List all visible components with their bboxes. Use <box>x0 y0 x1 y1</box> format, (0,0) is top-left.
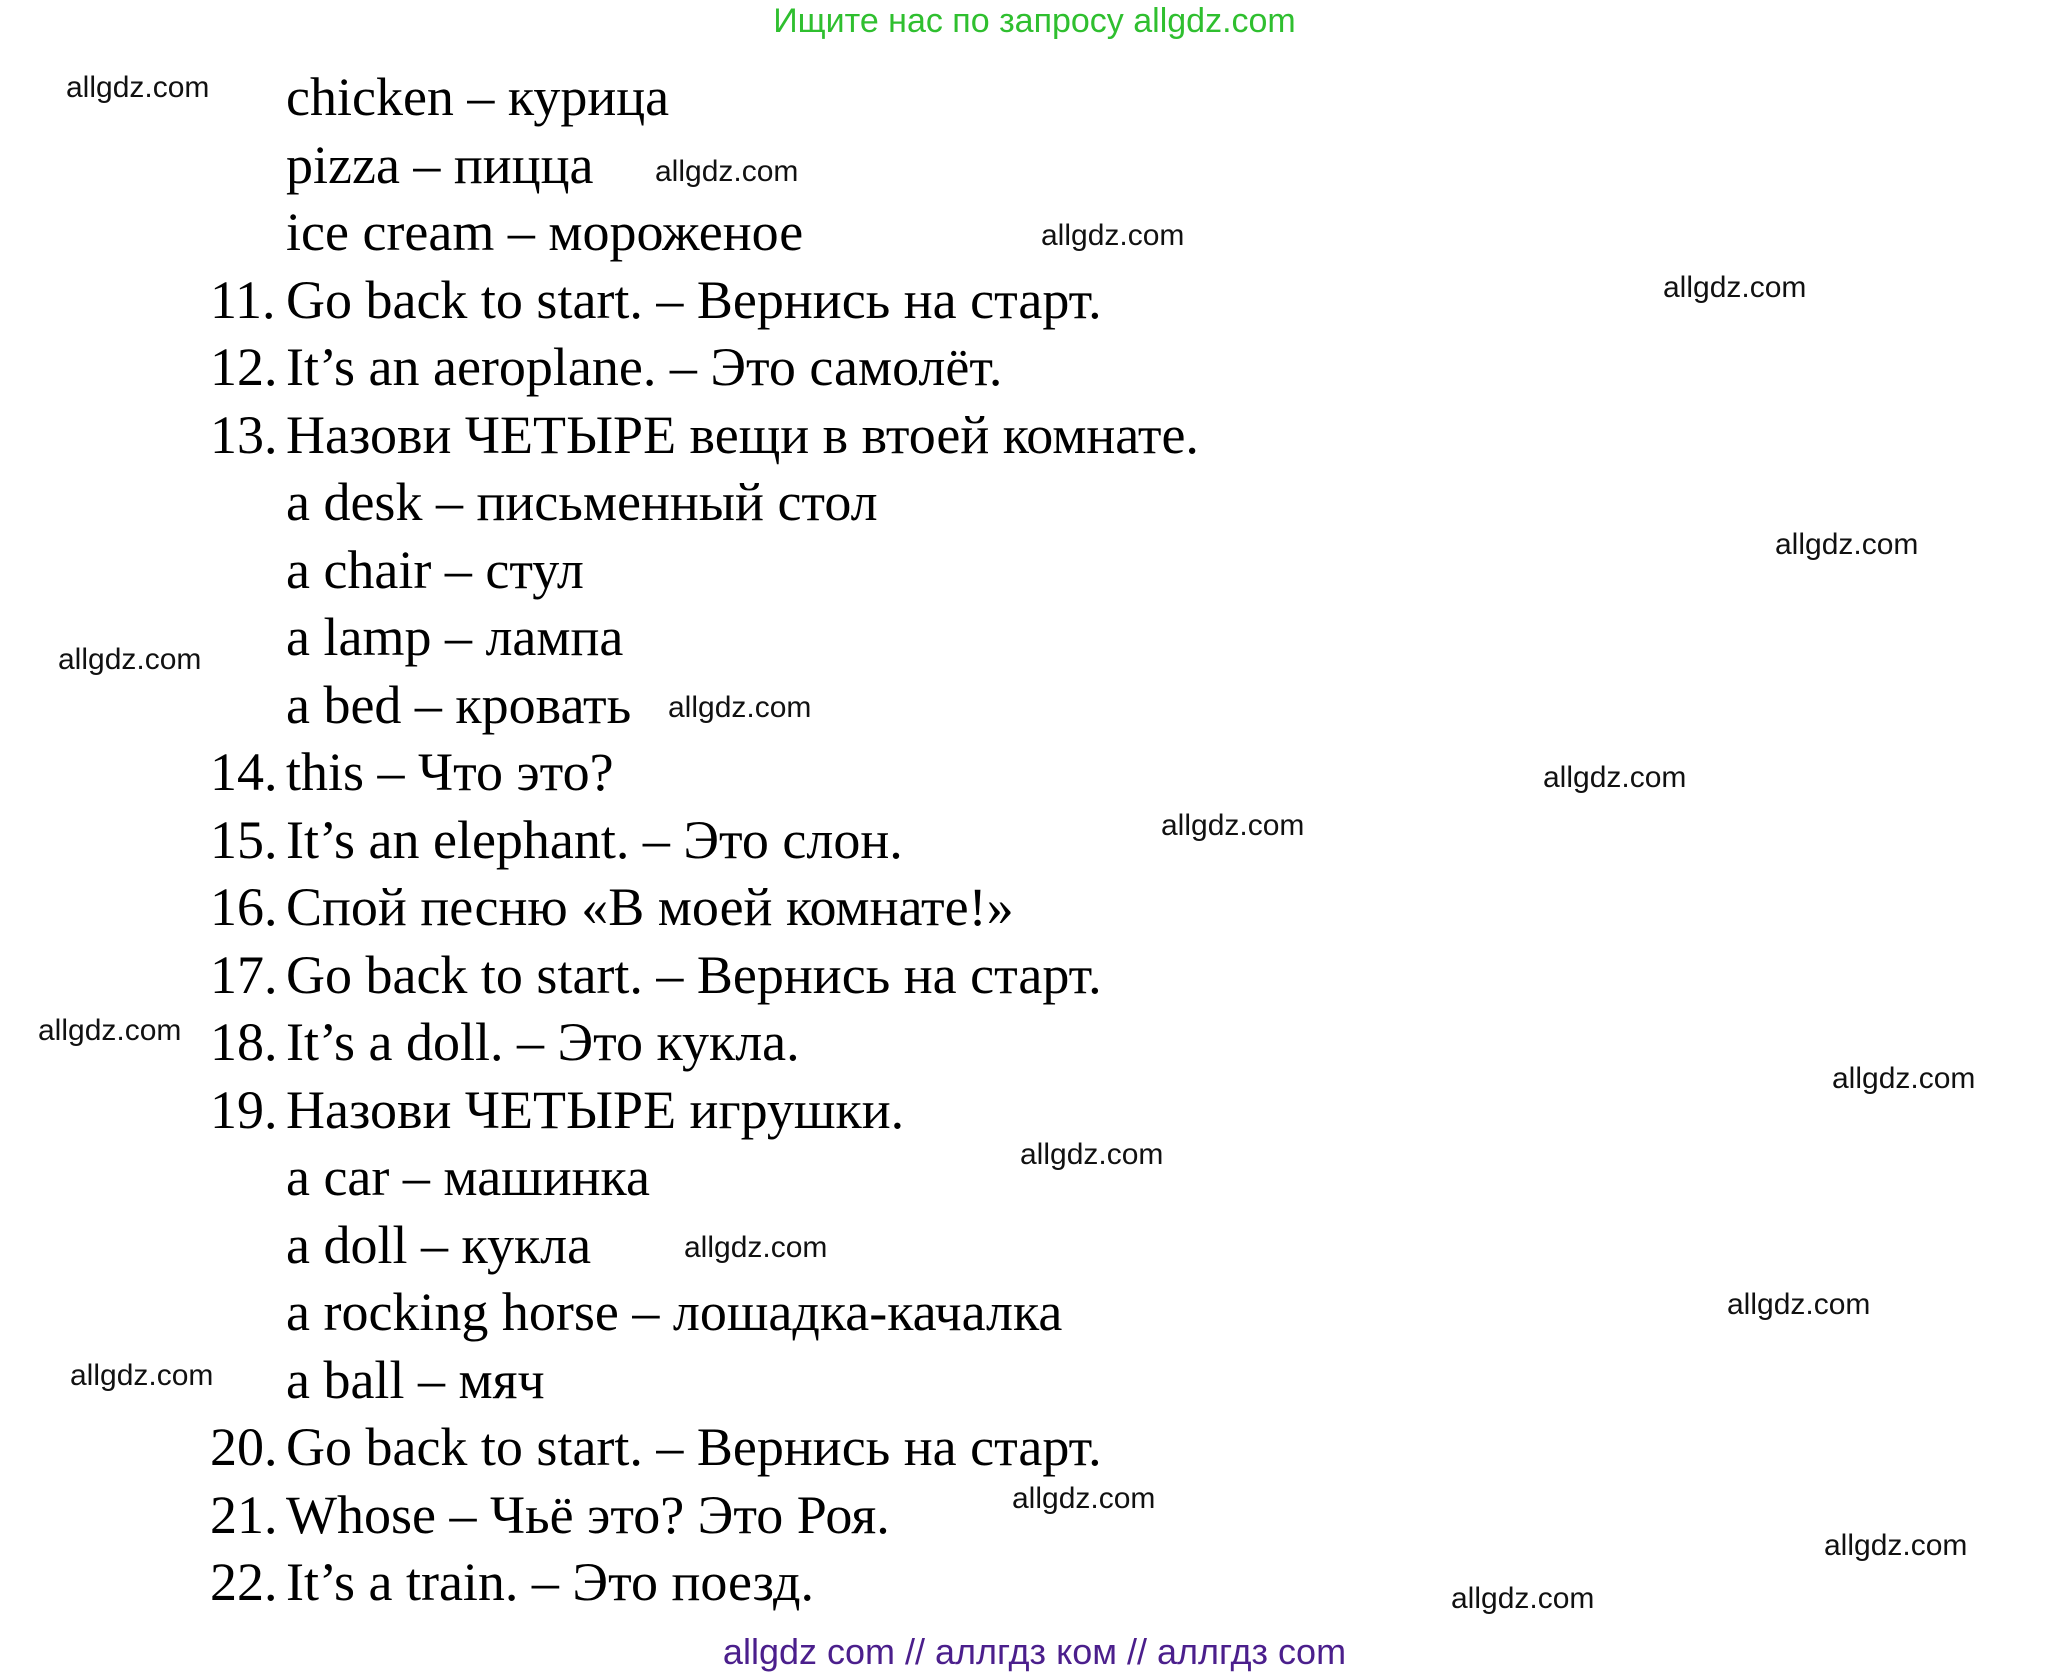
item-text: Go back to start. – Вернись на старт. <box>286 944 1102 1005</box>
watermark: allgdz.com <box>1012 1482 1156 1515</box>
item-number: 13. <box>210 404 278 465</box>
header-banner: Ищите нас по запросу allgdz.com <box>773 2 1296 40</box>
item-text: Назови ЧЕТЫРЕ вещи в втоей комнате. <box>286 404 1199 465</box>
item-text: Whose – Чьё это? Это Роя. <box>286 1484 890 1545</box>
item-text: It’s an elephant. – Это слон. <box>286 809 903 870</box>
watermark: allgdz.com <box>66 71 210 104</box>
item-number: 18. <box>210 1012 278 1072</box>
item-number: 21. <box>210 1484 278 1545</box>
watermark: allgdz.com <box>70 1359 214 1392</box>
list-item <box>0 64 2069 132</box>
list-item <box>0 199 2069 267</box>
list-item <box>0 334 2069 402</box>
list-item <box>0 469 2069 537</box>
watermark: allgdz.com <box>684 1231 828 1264</box>
watermark: allgdz.com <box>1041 219 1185 252</box>
item-text: a doll – кукла <box>286 1214 592 1275</box>
watermark: allgdz.com <box>1832 1062 1976 1095</box>
item-text: It’s a doll. – Это кукла. <box>286 1012 800 1072</box>
item-text: pizza – пицца <box>286 134 594 195</box>
item-number: 20. <box>210 1417 278 1477</box>
item-text: ice cream – мороженое <box>286 202 804 262</box>
item-text: Назови ЧЕТЫРЕ игрушки. <box>286 1079 905 1140</box>
item-text: Go back to start. – Вернись на старт. <box>286 269 1102 330</box>
item-number: 16. <box>210 877 278 937</box>
item-number: 19. <box>210 1079 278 1140</box>
list-item <box>0 1009 2069 1077</box>
item-text: Go back to start. – Вернись на старт. <box>286 1417 1102 1477</box>
item-number: 14. <box>210 742 278 802</box>
watermark: allgdz.com <box>1020 1138 1164 1171</box>
watermark: allgdz.com <box>58 643 202 676</box>
watermark: allgdz.com <box>1543 761 1687 794</box>
list-item <box>0 1414 2069 1482</box>
list-item <box>0 672 2069 740</box>
list-item <box>0 1212 2069 1280</box>
item-text: a chair – стул <box>286 539 584 600</box>
item-text: a lamp – лампа <box>286 607 624 667</box>
item-number: 11. <box>210 269 276 330</box>
watermark: allgdz.com <box>1161 809 1305 842</box>
watermark: allgdz.com <box>1727 1288 1871 1321</box>
watermark: allgdz.com <box>668 691 812 724</box>
list-item <box>0 537 2069 605</box>
list-item <box>0 739 2069 807</box>
item-text: It’s a train. – Это поезд. <box>286 1552 814 1612</box>
watermark: allgdz.com <box>655 155 799 188</box>
watermark: allgdz.com <box>1775 528 1919 561</box>
item-text: a bed – кровать <box>286 674 632 735</box>
item-text: a car – машинка <box>286 1147 650 1207</box>
item-text: a ball – мяч <box>286 1349 545 1410</box>
footer-banner: allgdz com // аллгдз ком // аллгдз com <box>722 1631 1347 1672</box>
watermark: allgdz.com <box>1824 1529 1968 1562</box>
list-item <box>0 604 2069 672</box>
list-item <box>0 807 2069 875</box>
list-item <box>0 402 2069 470</box>
list-item <box>0 874 2069 942</box>
list-item <box>0 1347 2069 1415</box>
item-text: chicken – курица <box>286 67 670 127</box>
item-number: 15. <box>210 809 278 870</box>
item-text: a desk – письменный стол <box>286 472 878 532</box>
watermark: allgdz.com <box>38 1014 182 1047</box>
item-number: 17. <box>210 944 278 1005</box>
item-number: 22. <box>210 1552 278 1612</box>
list-item <box>0 942 2069 1010</box>
list-item <box>0 1077 2069 1145</box>
list-item <box>0 132 2069 200</box>
item-text: a rocking horse – лошадка-качалка <box>286 1282 1063 1342</box>
item-text: Спой песню «В моей комнате!» <box>286 877 1014 937</box>
item-number: 12. <box>210 337 278 397</box>
watermark: allgdz.com <box>1451 1582 1595 1615</box>
item-text: It’s an aeroplane. – Это самолёт. <box>286 337 1003 397</box>
watermark: allgdz.com <box>1663 271 1807 304</box>
item-text: this – Что это? <box>286 742 614 802</box>
list-item <box>0 1549 2069 1617</box>
